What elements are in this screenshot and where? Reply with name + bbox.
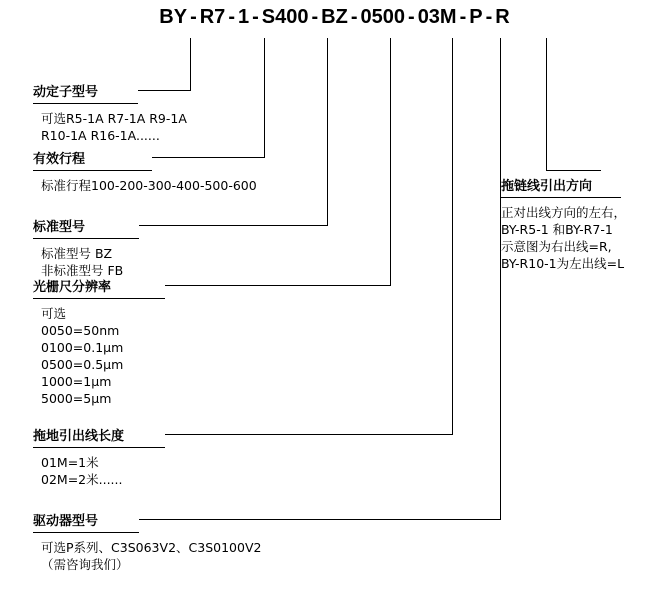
- callout-line: 标准行程100-200-300-400-500-600: [41, 178, 257, 193]
- leader-line-stroke-vertical: [264, 38, 265, 157]
- callout-title-driver-model: 驱动器型号: [33, 514, 99, 529]
- callout-line: 可选P系列、C3S063V2、C3S0100V2: [41, 540, 262, 555]
- code-segment-2: R7: [199, 6, 226, 28]
- callout-line: 1000=1μm: [41, 374, 112, 389]
- leader-line-mover-model-vertical: [190, 38, 191, 90]
- code-separator: -: [190, 6, 197, 28]
- callout-title-mover-model: 动定子型号: [33, 85, 99, 100]
- callout-body-mover-model: [41, 110, 187, 144]
- leader-line-exit-direction-horizontal: [546, 170, 601, 171]
- leader-line-cable-length-horizontal: [165, 434, 453, 435]
- callout-line: R10-1A R16-1A......: [41, 128, 160, 143]
- callout-mover-model: [33, 84, 187, 144]
- leader-line-standard-model-vertical: [327, 38, 328, 225]
- code-segment-9: R: [495, 6, 510, 28]
- code-separator: -: [459, 6, 467, 28]
- code-separator: -: [252, 6, 259, 28]
- code-separator: -: [311, 6, 319, 28]
- callout-body-cable-exit-direction: [501, 204, 626, 272]
- callout-line: 0500=0.5μm: [41, 357, 124, 372]
- callout-title-effective-stroke: 有效行程: [33, 152, 86, 167]
- callout-line: 可选R5-1A R7-1A R9-1A: [41, 111, 187, 126]
- code-segment-3: 1: [237, 6, 250, 28]
- callout-driver-model: [33, 513, 261, 573]
- callout-body-standard-model: [41, 245, 123, 279]
- callout-body-drag-cable-length: [41, 454, 124, 488]
- callout-line: 0100=0.1μm: [41, 340, 124, 355]
- leader-line-driver-vertical: [500, 38, 501, 519]
- model-code: [0, 6, 669, 29]
- code-segment-6: 0500: [360, 6, 406, 28]
- callout-line: （需咨询我们）: [41, 557, 129, 572]
- callout-standard-model: [33, 219, 123, 279]
- callout-body-grating-resolution: [41, 305, 123, 407]
- code-separator: -: [350, 6, 358, 28]
- callout-line: 0050=50nm: [41, 323, 120, 338]
- code-separator: -: [228, 6, 235, 28]
- leader-line-cable-length-vertical: [452, 38, 453, 434]
- callout-effective-stroke: [33, 151, 257, 194]
- code-segment-1: BY: [159, 6, 188, 28]
- callout-body-effective-stroke: [41, 177, 257, 194]
- callout-line: 5000=5μm: [41, 391, 112, 406]
- callout-drag-cable-length: [33, 428, 124, 488]
- callout-cable-exit-direction: [501, 178, 626, 272]
- code-segment-4: S400: [261, 6, 309, 28]
- leader-line-grating-horizontal: [165, 285, 391, 286]
- code-separator: -: [485, 6, 493, 28]
- callout-line: 正对出线方向的左右，: [501, 205, 627, 220]
- code-segment-8: P: [469, 6, 483, 28]
- callout-line: 标准型号 BZ: [41, 246, 113, 261]
- callout-line: BY-R5-1 和BY-R7-1: [501, 222, 613, 237]
- leader-line-exit-direction-vertical: [546, 38, 547, 170]
- leader-line-grating-vertical: [390, 38, 391, 285]
- callout-title-cable-exit-direction: 拖链线引出方向: [501, 179, 593, 194]
- callout-line: 02M=2米......: [41, 472, 123, 487]
- callout-title-drag-cable-length: 拖地引出线长度: [33, 429, 125, 444]
- callout-line: 01M=1米: [41, 455, 99, 470]
- callout-line: BY-R10-1为左出线=L: [501, 256, 625, 271]
- code-segment-7: 03M: [417, 6, 457, 28]
- callout-grating-resolution: [33, 279, 123, 407]
- callout-line: 示意图为右出线=R,: [501, 239, 612, 254]
- callout-title-grating-resolution: 光栅尺分辨率: [33, 280, 112, 295]
- callout-line: 可选: [41, 306, 67, 321]
- callout-body-driver-model: [41, 539, 261, 573]
- callout-line: 非标准型号 FB: [41, 263, 124, 278]
- leader-line-standard-model-horizontal: [139, 225, 328, 226]
- callout-title-standard-model: 标准型号: [33, 220, 86, 235]
- code-separator: -: [408, 6, 415, 28]
- code-segment-5: BZ: [321, 6, 348, 28]
